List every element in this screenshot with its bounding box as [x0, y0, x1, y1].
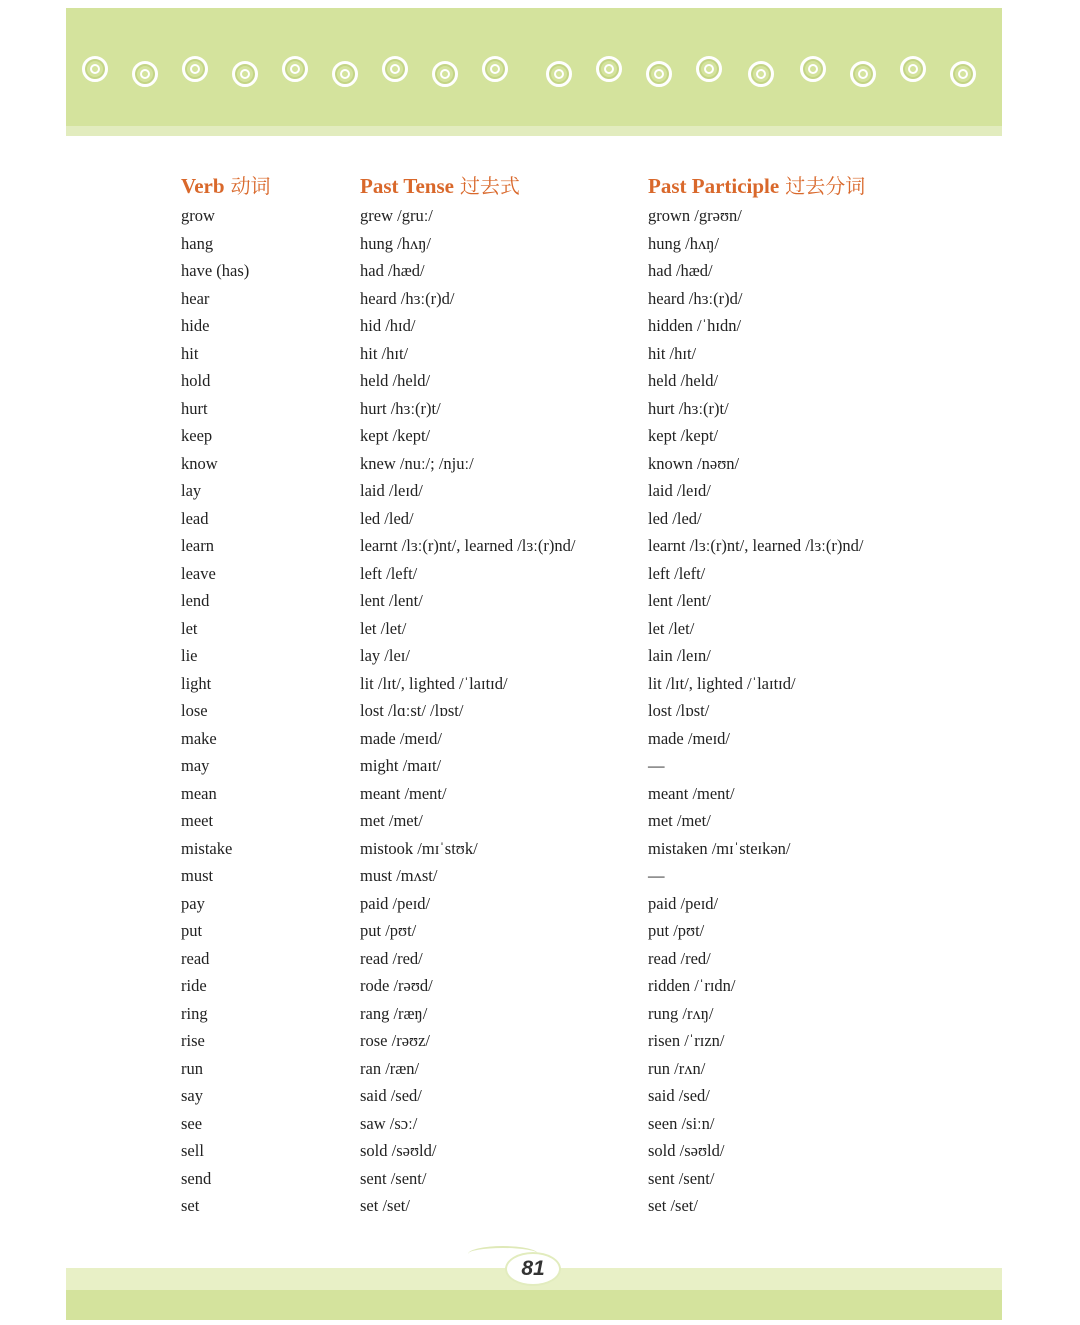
past-participle-cell: read /red/	[648, 948, 711, 968]
table-row	[0, 1057, 1080, 1085]
verb-cell: hear	[181, 288, 210, 308]
banner-edge	[66, 126, 1002, 136]
past-participle-cell: ridden /ˈrɪdn/	[648, 976, 736, 995]
table-row	[0, 424, 1080, 452]
header-verb-en: Verb	[181, 174, 225, 198]
past-tense-cell: held /held/	[360, 371, 431, 390]
past-participle-cell: sold /səʊld/	[648, 1141, 725, 1160]
past-tense-cell: mistook /mɪˈstʊk/	[360, 838, 478, 858]
ring-decoration	[432, 61, 458, 87]
past-tense-cell: let /let/	[360, 618, 407, 638]
past-tense-cell: grew /gruː/	[360, 206, 433, 225]
verb-cell: hurt	[181, 398, 208, 418]
ring-decoration	[646, 61, 672, 87]
verb-cell: have (has)	[181, 261, 250, 280]
verb-cell: lend	[181, 591, 210, 610]
verb-cell: keep	[181, 426, 213, 445]
table-row	[0, 314, 1080, 342]
verb-cell: run	[181, 1058, 203, 1078]
past-participle-cell: laid /leɪd/	[648, 481, 711, 500]
past-tense-cell: knew /nuː/; /njuː/	[360, 453, 474, 473]
past-participle-cell: lent /lent/	[648, 591, 711, 610]
ring-decoration	[546, 61, 572, 87]
verb-cell: sell	[181, 1141, 204, 1160]
past-participle-cell: mistaken /mɪˈsteɪkən/	[648, 838, 791, 858]
table-row	[0, 864, 1080, 892]
verb-cell: lay	[181, 481, 202, 500]
verb-cell: lead	[181, 508, 209, 528]
verb-cell: learn	[181, 536, 214, 555]
verb-cell: send	[181, 1168, 212, 1188]
past-participle-cell: made /meɪd/	[648, 728, 731, 748]
table-row	[0, 727, 1080, 755]
verb-cell: lie	[181, 646, 198, 665]
past-participle-cell: had /hæd/	[648, 261, 713, 280]
verb-cell: let	[181, 618, 198, 638]
past-participle-cell: —	[648, 756, 665, 775]
ring-decoration	[800, 56, 826, 82]
past-participle-cell: lost /lɒst/	[648, 701, 710, 720]
past-tense-cell: said /sed/	[360, 1086, 422, 1105]
table-row	[0, 1084, 1080, 1112]
past-tense-cell: sold /səʊld/	[360, 1141, 437, 1160]
verb-cell: set	[181, 1196, 200, 1215]
past-tense-cell: rose /rəʊz/	[360, 1031, 430, 1050]
table-row	[0, 397, 1080, 425]
past-participle-cell: lain /leɪn/	[648, 646, 711, 665]
table-row	[0, 259, 1080, 287]
past-tense-cell: lay /leɪ/	[360, 646, 410, 665]
past-tense-cell: read /red/	[360, 948, 423, 968]
past-tense-cell: sent /sent/	[360, 1168, 427, 1188]
past-tense-cell: lit /lɪt/, lighted /ˈlaɪtɪd/	[360, 673, 508, 693]
table-row	[0, 947, 1080, 975]
table-row	[0, 507, 1080, 535]
past-tense-cell: hung /hʌŋ/	[360, 233, 431, 253]
header-past-tense-cn: 过去式	[459, 174, 520, 198]
top-banner	[66, 8, 1002, 136]
header-verb-cn: 动词	[230, 174, 271, 198]
ring-decoration	[332, 61, 358, 87]
past-participle-cell: said /sed/	[648, 1086, 710, 1105]
past-participle-cell: heard /hɜː(r)d/	[648, 288, 743, 308]
table-row	[0, 754, 1080, 782]
table-row	[0, 699, 1080, 727]
verb-cell: hang	[181, 233, 214, 253]
past-tense-cell: lost /lɑːst/ /lɒst/	[360, 701, 464, 720]
header-past-participle-en: Past Participle	[648, 174, 780, 198]
table-row	[0, 1112, 1080, 1140]
verb-cell: leave	[181, 563, 216, 583]
past-tense-cell: might /maɪt/	[360, 756, 442, 775]
ring-decoration	[748, 61, 774, 87]
ring-decoration	[232, 61, 258, 87]
table-row	[0, 204, 1080, 232]
verb-cell: lose	[181, 701, 208, 720]
past-participle-cell: kept /kept/	[648, 426, 719, 445]
past-participle-cell: —	[648, 866, 665, 885]
table-row	[0, 534, 1080, 562]
ring-decoration	[382, 56, 408, 82]
verb-cell: know	[181, 453, 218, 473]
past-tense-cell: hurt /hɜː(r)t/	[360, 398, 441, 418]
verb-cell: hit	[181, 343, 199, 363]
table-row	[0, 342, 1080, 370]
past-participle-cell: held /held/	[648, 371, 719, 390]
past-participle-cell: known /nəʊn/	[648, 453, 740, 473]
verb-cell: pay	[181, 893, 205, 913]
ring-decoration	[132, 61, 158, 87]
table-row	[0, 809, 1080, 837]
header-past-participle	[648, 170, 865, 199]
verb-cell: light	[181, 673, 212, 693]
past-tense-cell: saw /sɔː/	[360, 1113, 418, 1133]
header-verb	[181, 170, 271, 199]
past-participle-cell: learnt /lɜː(r)nt/, learned /lɜː(r)nd/	[648, 536, 864, 555]
header-past-tense-en: Past Tense	[360, 174, 454, 198]
past-tense-cell: hit /hɪt/	[360, 343, 409, 363]
past-tense-cell: rang /ræŋ/	[360, 1003, 428, 1023]
verb-cell: mistake	[181, 838, 233, 858]
verb-cell: make	[181, 728, 217, 748]
table-row	[0, 1194, 1080, 1222]
header-past-participle-cn: 过去分词	[785, 174, 866, 198]
past-participle-cell: rung /rʌŋ/	[648, 1003, 714, 1023]
table-row	[0, 1167, 1080, 1195]
table-row	[0, 974, 1080, 1002]
verb-cell: ring	[181, 1003, 208, 1023]
past-participle-cell: put /pʊt/	[648, 921, 705, 940]
verb-cell: hold	[181, 371, 211, 390]
table-row	[0, 644, 1080, 672]
past-tense-cell: laid /leɪd/	[360, 481, 423, 500]
past-tense-cell: ran /ræn/	[360, 1058, 420, 1078]
past-participle-cell: seen /siːn/	[648, 1113, 715, 1133]
past-participle-cell: risen /ˈrɪzn/	[648, 1031, 725, 1050]
table-row	[0, 562, 1080, 590]
ring-decoration	[696, 56, 722, 82]
ring-decoration	[182, 56, 208, 82]
past-tense-cell: hid /hɪd/	[360, 316, 416, 335]
past-participle-cell: met /met/	[648, 811, 711, 830]
verb-table	[0, 204, 1080, 1222]
ring-decoration	[82, 56, 108, 82]
past-tense-cell: set /set/	[360, 1196, 410, 1215]
past-tense-cell: must /mʌst/	[360, 866, 438, 885]
past-tense-cell: rode /rəʊd/	[360, 976, 433, 995]
past-participle-cell: set /set/	[648, 1196, 698, 1215]
verb-cell: see	[181, 1113, 203, 1133]
past-tense-cell: meant /ment/	[360, 783, 447, 803]
ring-decoration	[282, 56, 308, 82]
past-participle-cell: let /let/	[648, 618, 695, 638]
table-row	[0, 1029, 1080, 1057]
past-tense-cell: made /meɪd/	[360, 728, 443, 748]
past-tense-cell: learnt /lɜː(r)nt/, learned /lɜː(r)nd/	[360, 536, 576, 555]
past-tense-cell: led /led/	[360, 508, 414, 528]
ring-decoration	[482, 56, 508, 82]
table-row	[0, 479, 1080, 507]
table-row	[0, 919, 1080, 947]
ring-decoration	[850, 61, 876, 87]
verb-cell: mean	[181, 783, 217, 803]
table-row	[0, 837, 1080, 865]
table-row	[0, 1139, 1080, 1167]
table-row	[0, 1002, 1080, 1030]
past-participle-cell: hung /hʌŋ/	[648, 233, 719, 253]
table-row	[0, 617, 1080, 645]
past-tense-cell: left /left/	[360, 563, 418, 583]
table-row	[0, 452, 1080, 480]
page-number: 81	[505, 1252, 561, 1286]
table-row	[0, 287, 1080, 315]
verb-cell: meet	[181, 811, 214, 830]
past-tense-cell: met /met/	[360, 811, 423, 830]
past-participle-cell: meant /ment/	[648, 783, 735, 803]
past-participle-cell: grown /grəʊn/	[648, 206, 742, 225]
verb-cell: put	[181, 921, 203, 940]
verb-cell: must	[181, 866, 214, 885]
past-participle-cell: led /led/	[648, 508, 702, 528]
past-participle-cell: run /rʌn/	[648, 1058, 706, 1078]
table-row	[0, 589, 1080, 617]
past-participle-cell: left /left/	[648, 563, 706, 583]
ring-decoration	[596, 56, 622, 82]
past-tense-cell: lent /lent/	[360, 591, 423, 610]
table-row	[0, 672, 1080, 700]
column-headers	[0, 170, 1080, 204]
verb-cell: grow	[181, 206, 215, 225]
past-tense-cell: put /pʊt/	[360, 921, 417, 940]
past-tense-cell: kept /kept/	[360, 426, 431, 445]
verb-cell: may	[181, 756, 210, 775]
ring-decoration	[900, 56, 926, 82]
decorative-ring-row	[66, 8, 1002, 136]
table-row	[0, 369, 1080, 397]
ring-decoration	[950, 61, 976, 87]
past-participle-cell: sent /sent/	[648, 1168, 715, 1188]
past-tense-cell: paid /peɪd/	[360, 893, 431, 913]
verb-cell: ride	[181, 976, 207, 995]
past-participle-cell: lit /lɪt/, lighted /ˈlaɪtɪd/	[648, 673, 796, 693]
past-participle-cell: hurt /hɜː(r)t/	[648, 398, 729, 418]
past-participle-cell: hit /hɪt/	[648, 343, 697, 363]
past-tense-cell: heard /hɜː(r)d/	[360, 288, 455, 308]
verb-cell: rise	[181, 1031, 205, 1050]
verb-cell: say	[181, 1086, 203, 1105]
past-participle-cell: hidden /ˈhɪdn/	[648, 316, 742, 335]
verb-cell: hide	[181, 316, 210, 335]
table-row	[0, 892, 1080, 920]
verb-cell: read	[181, 948, 210, 968]
past-participle-cell: paid /peɪd/	[648, 893, 719, 913]
past-tense-cell: had /hæd/	[360, 261, 425, 280]
table-row	[0, 232, 1080, 260]
table-row	[0, 782, 1080, 810]
header-past-tense	[360, 170, 520, 199]
